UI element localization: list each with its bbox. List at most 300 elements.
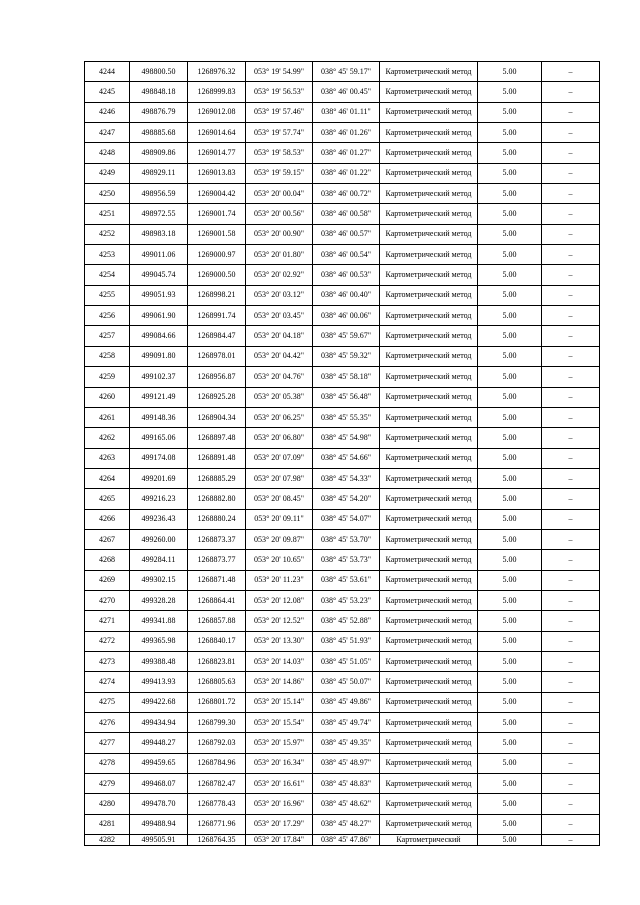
- x-coordinate-cell: 499011.06: [130, 245, 188, 265]
- point-number-cell: 4277: [85, 733, 130, 753]
- point-number-cell: 4273: [85, 651, 130, 671]
- table-row: [85, 265, 600, 285]
- coordinates-table-body: [85, 62, 600, 846]
- y-coordinate-cell: 1269013.83: [188, 163, 246, 183]
- x-coordinate-cell: 499434.94: [130, 713, 188, 733]
- method-cell: Картометрический метод: [380, 143, 478, 163]
- y-coordinate-cell: 1268882.80: [188, 489, 246, 509]
- x-coordinate-cell: 499045.74: [130, 265, 188, 285]
- method-cell: Картометрический метод: [380, 713, 478, 733]
- table-row: [85, 753, 600, 773]
- y-coordinate-cell: 1268801.72: [188, 692, 246, 712]
- accuracy-cell: 5.00: [478, 794, 542, 814]
- point-number-cell: 4278: [85, 753, 130, 773]
- accuracy-cell: 5.00: [478, 509, 542, 529]
- table-row: [85, 713, 600, 733]
- point-number-cell: 4249: [85, 163, 130, 183]
- point-number-cell: 4275: [85, 692, 130, 712]
- table-row: [85, 733, 600, 753]
- longitude-cell: 038° 46' 00.58": [313, 204, 380, 224]
- method-cell: Картометрический метод: [380, 489, 478, 509]
- longitude-cell: 038° 45' 51.93": [313, 631, 380, 651]
- table-row: [85, 184, 600, 204]
- accuracy-cell: 5.00: [478, 204, 542, 224]
- note-cell: –: [542, 123, 600, 143]
- latitude-cell: 053° 20' 14.86": [246, 672, 313, 692]
- y-coordinate-cell: 1268984.47: [188, 326, 246, 346]
- x-coordinate-cell: 498885.68: [130, 123, 188, 143]
- y-coordinate-cell: 1268784.96: [188, 753, 246, 773]
- y-coordinate-cell: 1269014.77: [188, 143, 246, 163]
- accuracy-cell: 5.00: [478, 306, 542, 326]
- note-cell: –: [542, 82, 600, 102]
- x-coordinate-cell: 499448.27: [130, 733, 188, 753]
- x-coordinate-cell: 499422.68: [130, 692, 188, 712]
- x-coordinate-cell: 499413.93: [130, 672, 188, 692]
- longitude-cell: 038° 45' 53.61": [313, 570, 380, 590]
- latitude-cell: 053° 20' 02.92": [246, 265, 313, 285]
- latitude-cell: 053° 20' 13.30": [246, 631, 313, 651]
- method-cell: Картометрический метод: [380, 184, 478, 204]
- longitude-cell: 038° 45' 48.62": [313, 794, 380, 814]
- method-cell: Картометрический метод: [380, 753, 478, 773]
- point-number-cell: 4265: [85, 489, 130, 509]
- note-cell: –: [542, 407, 600, 427]
- longitude-cell: 038° 45' 58.18": [313, 367, 380, 387]
- longitude-cell: 038° 45' 52.88": [313, 611, 380, 631]
- accuracy-cell: 5.00: [478, 184, 542, 204]
- longitude-cell: 038° 45' 54.98": [313, 428, 380, 448]
- note-cell: –: [542, 753, 600, 773]
- note-cell: –: [542, 631, 600, 651]
- note-cell: –: [542, 346, 600, 366]
- point-number-cell: 4261: [85, 407, 130, 427]
- point-number-cell: 4274: [85, 672, 130, 692]
- table-row: [85, 163, 600, 183]
- accuracy-cell: 5.00: [478, 285, 542, 305]
- table-row: [85, 387, 600, 407]
- table-row: [85, 774, 600, 794]
- y-coordinate-cell: 1268897.48: [188, 428, 246, 448]
- latitude-cell: 053° 20' 15.14": [246, 692, 313, 712]
- accuracy-cell: 5.00: [478, 102, 542, 122]
- note-cell: –: [542, 570, 600, 590]
- longitude-cell: 038° 45' 49.74": [313, 713, 380, 733]
- method-cell: Картометрический метод: [380, 265, 478, 285]
- x-coordinate-cell: 499302.15: [130, 570, 188, 590]
- table-row: [85, 489, 600, 509]
- note-cell: –: [542, 102, 600, 122]
- accuracy-cell: 5.00: [478, 713, 542, 733]
- note-cell: –: [542, 590, 600, 610]
- y-coordinate-cell: 1268885.29: [188, 468, 246, 488]
- accuracy-cell: 5.00: [478, 468, 542, 488]
- longitude-cell: 038° 45' 59.17": [313, 62, 380, 82]
- x-coordinate-cell: 498876.79: [130, 102, 188, 122]
- table-row: [85, 794, 600, 814]
- method-cell: Картометрический метод: [380, 123, 478, 143]
- table-row: [85, 346, 600, 366]
- latitude-cell: 053° 20' 12.08": [246, 590, 313, 610]
- longitude-cell: 038° 46' 01.22": [313, 163, 380, 183]
- y-coordinate-cell: 1269000.97: [188, 245, 246, 265]
- x-coordinate-cell: 499341.88: [130, 611, 188, 631]
- point-number-cell: 4269: [85, 570, 130, 590]
- method-cell: Картометрический метод: [380, 285, 478, 305]
- table-row: [85, 631, 600, 651]
- x-coordinate-cell: 498956.59: [130, 184, 188, 204]
- latitude-cell: 053° 20' 03.45": [246, 306, 313, 326]
- x-coordinate-cell: 499091.80: [130, 346, 188, 366]
- latitude-cell: 053° 20' 17.84": [246, 835, 313, 846]
- table-row: [85, 143, 600, 163]
- longitude-cell: 038° 45' 54.07": [313, 509, 380, 529]
- point-number-cell: 4245: [85, 82, 130, 102]
- longitude-cell: 038° 45' 49.35": [313, 733, 380, 753]
- latitude-cell: 053° 20' 16.96": [246, 794, 313, 814]
- latitude-cell: 053° 20' 00.56": [246, 204, 313, 224]
- latitude-cell: 053° 20' 03.12": [246, 285, 313, 305]
- longitude-cell: 038° 45' 54.33": [313, 468, 380, 488]
- method-cell: Картометрический метод: [380, 448, 478, 468]
- longitude-cell: 038° 45' 56.48": [313, 387, 380, 407]
- method-cell: Картометрический метод: [380, 102, 478, 122]
- method-cell: Картометрический метод: [380, 326, 478, 346]
- method-cell: Картометрический метод: [380, 733, 478, 753]
- point-number-cell: 4252: [85, 224, 130, 244]
- note-cell: –: [542, 163, 600, 183]
- x-coordinate-cell: 499201.69: [130, 468, 188, 488]
- accuracy-cell: 5.00: [478, 224, 542, 244]
- y-coordinate-cell: 1268778.43: [188, 794, 246, 814]
- y-coordinate-cell: 1268805.63: [188, 672, 246, 692]
- latitude-cell: 053° 20' 01.80": [246, 245, 313, 265]
- table-row: [85, 550, 600, 570]
- x-coordinate-cell: 499478.70: [130, 794, 188, 814]
- method-cell: Картометрический метод: [380, 346, 478, 366]
- y-coordinate-cell: 1268891.48: [188, 448, 246, 468]
- x-coordinate-cell: 498972.55: [130, 204, 188, 224]
- latitude-cell: 053° 20' 17.29": [246, 814, 313, 834]
- point-number-cell: 4251: [85, 204, 130, 224]
- point-number-cell: 4254: [85, 265, 130, 285]
- table-row: [85, 407, 600, 427]
- latitude-cell: 053° 19' 56.53": [246, 82, 313, 102]
- method-cell: Картометрический метод: [380, 306, 478, 326]
- x-coordinate-cell: 499468.07: [130, 774, 188, 794]
- x-coordinate-cell: 499236.43: [130, 509, 188, 529]
- accuracy-cell: 5.00: [478, 590, 542, 610]
- accuracy-cell: 5.00: [478, 448, 542, 468]
- y-coordinate-cell: 1268782.47: [188, 774, 246, 794]
- latitude-cell: 053° 20' 09.11": [246, 509, 313, 529]
- note-cell: –: [542, 794, 600, 814]
- point-number-cell: 4282: [85, 835, 130, 846]
- table-row: [85, 448, 600, 468]
- method-cell: Картометрический метод: [380, 570, 478, 590]
- method-cell: Картометрический метод: [380, 468, 478, 488]
- note-cell: –: [542, 306, 600, 326]
- point-number-cell: 4281: [85, 814, 130, 834]
- longitude-cell: 038° 45' 59.67": [313, 326, 380, 346]
- longitude-cell: 038° 46' 00.72": [313, 184, 380, 204]
- x-coordinate-cell: 499148.36: [130, 407, 188, 427]
- longitude-cell: 038° 45' 49.86": [313, 692, 380, 712]
- table-row: [85, 367, 600, 387]
- accuracy-cell: 5.00: [478, 62, 542, 82]
- point-number-cell: 4246: [85, 102, 130, 122]
- note-cell: –: [542, 651, 600, 671]
- latitude-cell: 053° 20' 11.23": [246, 570, 313, 590]
- longitude-cell: 038° 45' 59.32": [313, 346, 380, 366]
- y-coordinate-cell: 1268764.35: [188, 835, 246, 846]
- latitude-cell: 053° 20' 07.98": [246, 468, 313, 488]
- longitude-cell: 038° 45' 54.20": [313, 489, 380, 509]
- point-number-cell: 4262: [85, 428, 130, 448]
- table-row: [85, 692, 600, 712]
- longitude-cell: 038° 45' 50.07": [313, 672, 380, 692]
- method-cell: Картометрический метод: [380, 814, 478, 834]
- table-row: [85, 224, 600, 244]
- note-cell: –: [542, 143, 600, 163]
- longitude-cell: 038° 46' 00.40": [313, 285, 380, 305]
- y-coordinate-cell: 1269000.50: [188, 265, 246, 285]
- note-cell: –: [542, 468, 600, 488]
- longitude-cell: 038° 45' 51.05": [313, 651, 380, 671]
- table-row: [85, 326, 600, 346]
- table-row: [85, 529, 600, 549]
- accuracy-cell: 5.00: [478, 346, 542, 366]
- y-coordinate-cell: 1268823.81: [188, 651, 246, 671]
- latitude-cell: 053° 20' 08.45": [246, 489, 313, 509]
- x-coordinate-cell: 499061.90: [130, 306, 188, 326]
- y-coordinate-cell: 1268976.32: [188, 62, 246, 82]
- method-cell: Картометрический метод: [380, 224, 478, 244]
- x-coordinate-cell: 499260.00: [130, 529, 188, 549]
- latitude-cell: 053° 20' 05.38": [246, 387, 313, 407]
- latitude-cell: 053° 19' 57.46": [246, 102, 313, 122]
- table-row: [85, 62, 600, 82]
- note-cell: –: [542, 550, 600, 570]
- x-coordinate-cell: 498983.18: [130, 224, 188, 244]
- method-cell: Картометрический метод: [380, 245, 478, 265]
- table-row: [85, 570, 600, 590]
- latitude-cell: 053° 20' 15.97": [246, 733, 313, 753]
- method-cell: Картометрический метод: [380, 774, 478, 794]
- table-row: [85, 82, 600, 102]
- longitude-cell: 038° 45' 48.83": [313, 774, 380, 794]
- accuracy-cell: 5.00: [478, 163, 542, 183]
- method-cell: Картометрический метод: [380, 611, 478, 631]
- accuracy-cell: 5.00: [478, 550, 542, 570]
- accuracy-cell: 5.00: [478, 835, 542, 846]
- longitude-cell: 038° 46' 00.54": [313, 245, 380, 265]
- table-row: [85, 306, 600, 326]
- x-coordinate-cell: 498800.50: [130, 62, 188, 82]
- latitude-cell: 053° 19' 58.53": [246, 143, 313, 163]
- longitude-cell: 038° 45' 55.35": [313, 407, 380, 427]
- longitude-cell: 038° 46' 00.53": [313, 265, 380, 285]
- note-cell: –: [542, 835, 600, 846]
- latitude-cell: 053° 20' 12.52": [246, 611, 313, 631]
- point-number-cell: 4256: [85, 306, 130, 326]
- table-row: [85, 123, 600, 143]
- accuracy-cell: 5.00: [478, 631, 542, 651]
- x-coordinate-cell: 499051.93: [130, 285, 188, 305]
- point-number-cell: 4267: [85, 529, 130, 549]
- y-coordinate-cell: 1268880.24: [188, 509, 246, 529]
- y-coordinate-cell: 1268864.41: [188, 590, 246, 610]
- x-coordinate-cell: 498909.86: [130, 143, 188, 163]
- y-coordinate-cell: 1268978.01: [188, 346, 246, 366]
- longitude-cell: 038° 45' 48.27": [313, 814, 380, 834]
- note-cell: –: [542, 265, 600, 285]
- y-coordinate-cell: 1268792.03: [188, 733, 246, 753]
- point-number-cell: 4248: [85, 143, 130, 163]
- note-cell: –: [542, 733, 600, 753]
- y-coordinate-cell: 1268873.77: [188, 550, 246, 570]
- accuracy-cell: 5.00: [478, 570, 542, 590]
- table-row: [85, 814, 600, 834]
- point-number-cell: 4255: [85, 285, 130, 305]
- note-cell: –: [542, 713, 600, 733]
- longitude-cell: 038° 46' 00.06": [313, 306, 380, 326]
- method-cell: Картометрический метод: [380, 509, 478, 529]
- longitude-cell: 038° 45' 47.86": [313, 835, 380, 846]
- point-number-cell: 4272: [85, 631, 130, 651]
- y-coordinate-cell: 1268799.30: [188, 713, 246, 733]
- x-coordinate-cell: 499328.28: [130, 590, 188, 610]
- note-cell: –: [542, 367, 600, 387]
- point-number-cell: 4253: [85, 245, 130, 265]
- x-coordinate-cell: 499284.11: [130, 550, 188, 570]
- method-cell: Картометрический метод: [380, 692, 478, 712]
- accuracy-cell: 5.00: [478, 692, 542, 712]
- point-number-cell: 4276: [85, 713, 130, 733]
- latitude-cell: 053° 20' 16.34": [246, 753, 313, 773]
- latitude-cell: 053° 20' 14.03": [246, 651, 313, 671]
- table-row: [85, 245, 600, 265]
- point-number-cell: 4264: [85, 468, 130, 488]
- method-cell: Картометрический метод: [380, 590, 478, 610]
- accuracy-cell: 5.00: [478, 814, 542, 834]
- longitude-cell: 038° 45' 48.97": [313, 753, 380, 773]
- latitude-cell: 053° 19' 54.99": [246, 62, 313, 82]
- latitude-cell: 053° 20' 00.90": [246, 224, 313, 244]
- accuracy-cell: 5.00: [478, 489, 542, 509]
- point-number-cell: 4280: [85, 794, 130, 814]
- accuracy-cell: 5.00: [478, 143, 542, 163]
- x-coordinate-cell: 499084.66: [130, 326, 188, 346]
- accuracy-cell: 5.00: [478, 733, 542, 753]
- latitude-cell: 053° 19' 57.74": [246, 123, 313, 143]
- method-cell: Картометрический метод: [380, 428, 478, 448]
- x-coordinate-cell: 499165.06: [130, 428, 188, 448]
- longitude-cell: 038° 45' 53.73": [313, 550, 380, 570]
- table-row: [85, 651, 600, 671]
- note-cell: –: [542, 62, 600, 82]
- accuracy-cell: 5.00: [478, 123, 542, 143]
- note-cell: –: [542, 611, 600, 631]
- point-number-cell: 4271: [85, 611, 130, 631]
- accuracy-cell: 5.00: [478, 407, 542, 427]
- point-number-cell: 4268: [85, 550, 130, 570]
- y-coordinate-cell: 1269012.08: [188, 102, 246, 122]
- method-cell: Картометрический метод: [380, 529, 478, 549]
- longitude-cell: 038° 45' 53.70": [313, 529, 380, 549]
- method-cell: Картометрический метод: [380, 163, 478, 183]
- accuracy-cell: 5.00: [478, 611, 542, 631]
- method-cell: Картометрический метод: [380, 407, 478, 427]
- method-cell: Картометрический метод: [380, 62, 478, 82]
- y-coordinate-cell: 1269004.42: [188, 184, 246, 204]
- note-cell: –: [542, 224, 600, 244]
- y-coordinate-cell: 1269001.58: [188, 224, 246, 244]
- table-row: [85, 672, 600, 692]
- y-coordinate-cell: 1268925.28: [188, 387, 246, 407]
- method-cell: Картометрический метод: [380, 204, 478, 224]
- y-coordinate-cell: 1268857.88: [188, 611, 246, 631]
- x-coordinate-cell: 499365.98: [130, 631, 188, 651]
- table-row: [85, 204, 600, 224]
- accuracy-cell: 5.00: [478, 387, 542, 407]
- point-number-cell: 4257: [85, 326, 130, 346]
- method-cell: Картометрический: [380, 835, 478, 846]
- point-number-cell: 4263: [85, 448, 130, 468]
- accuracy-cell: 5.00: [478, 651, 542, 671]
- note-cell: –: [542, 245, 600, 265]
- method-cell: Картометрический метод: [380, 387, 478, 407]
- note-cell: –: [542, 285, 600, 305]
- method-cell: Картометрический метод: [380, 672, 478, 692]
- y-coordinate-cell: 1268871.48: [188, 570, 246, 590]
- latitude-cell: 053° 20' 10.65": [246, 550, 313, 570]
- method-cell: Картометрический метод: [380, 631, 478, 651]
- note-cell: –: [542, 509, 600, 529]
- method-cell: Картометрический метод: [380, 794, 478, 814]
- method-cell: Картометрический метод: [380, 651, 478, 671]
- latitude-cell: 053° 20' 16.61": [246, 774, 313, 794]
- y-coordinate-cell: 1268840.17: [188, 631, 246, 651]
- latitude-cell: 053° 19' 59.15": [246, 163, 313, 183]
- y-coordinate-cell: 1268991.74: [188, 306, 246, 326]
- latitude-cell: 053° 20' 04.18": [246, 326, 313, 346]
- accuracy-cell: 5.00: [478, 82, 542, 102]
- table-row: [85, 509, 600, 529]
- longitude-cell: 038° 46' 01.27": [313, 143, 380, 163]
- longitude-cell: 038° 45' 53.23": [313, 590, 380, 610]
- x-coordinate-cell: 498929.11: [130, 163, 188, 183]
- note-cell: –: [542, 204, 600, 224]
- note-cell: –: [542, 774, 600, 794]
- note-cell: –: [542, 184, 600, 204]
- note-cell: –: [542, 692, 600, 712]
- accuracy-cell: 5.00: [478, 428, 542, 448]
- note-cell: –: [542, 529, 600, 549]
- longitude-cell: 038° 46' 01.11": [313, 102, 380, 122]
- y-coordinate-cell: 1268904.34: [188, 407, 246, 427]
- note-cell: –: [542, 489, 600, 509]
- latitude-cell: 053° 20' 06.80": [246, 428, 313, 448]
- accuracy-cell: 5.00: [478, 367, 542, 387]
- x-coordinate-cell: 499102.37: [130, 367, 188, 387]
- table-row: [85, 428, 600, 448]
- table-row: [85, 611, 600, 631]
- accuracy-cell: 5.00: [478, 529, 542, 549]
- table-row: [85, 102, 600, 122]
- y-coordinate-cell: 1268771.96: [188, 814, 246, 834]
- x-coordinate-cell: 499459.65: [130, 753, 188, 773]
